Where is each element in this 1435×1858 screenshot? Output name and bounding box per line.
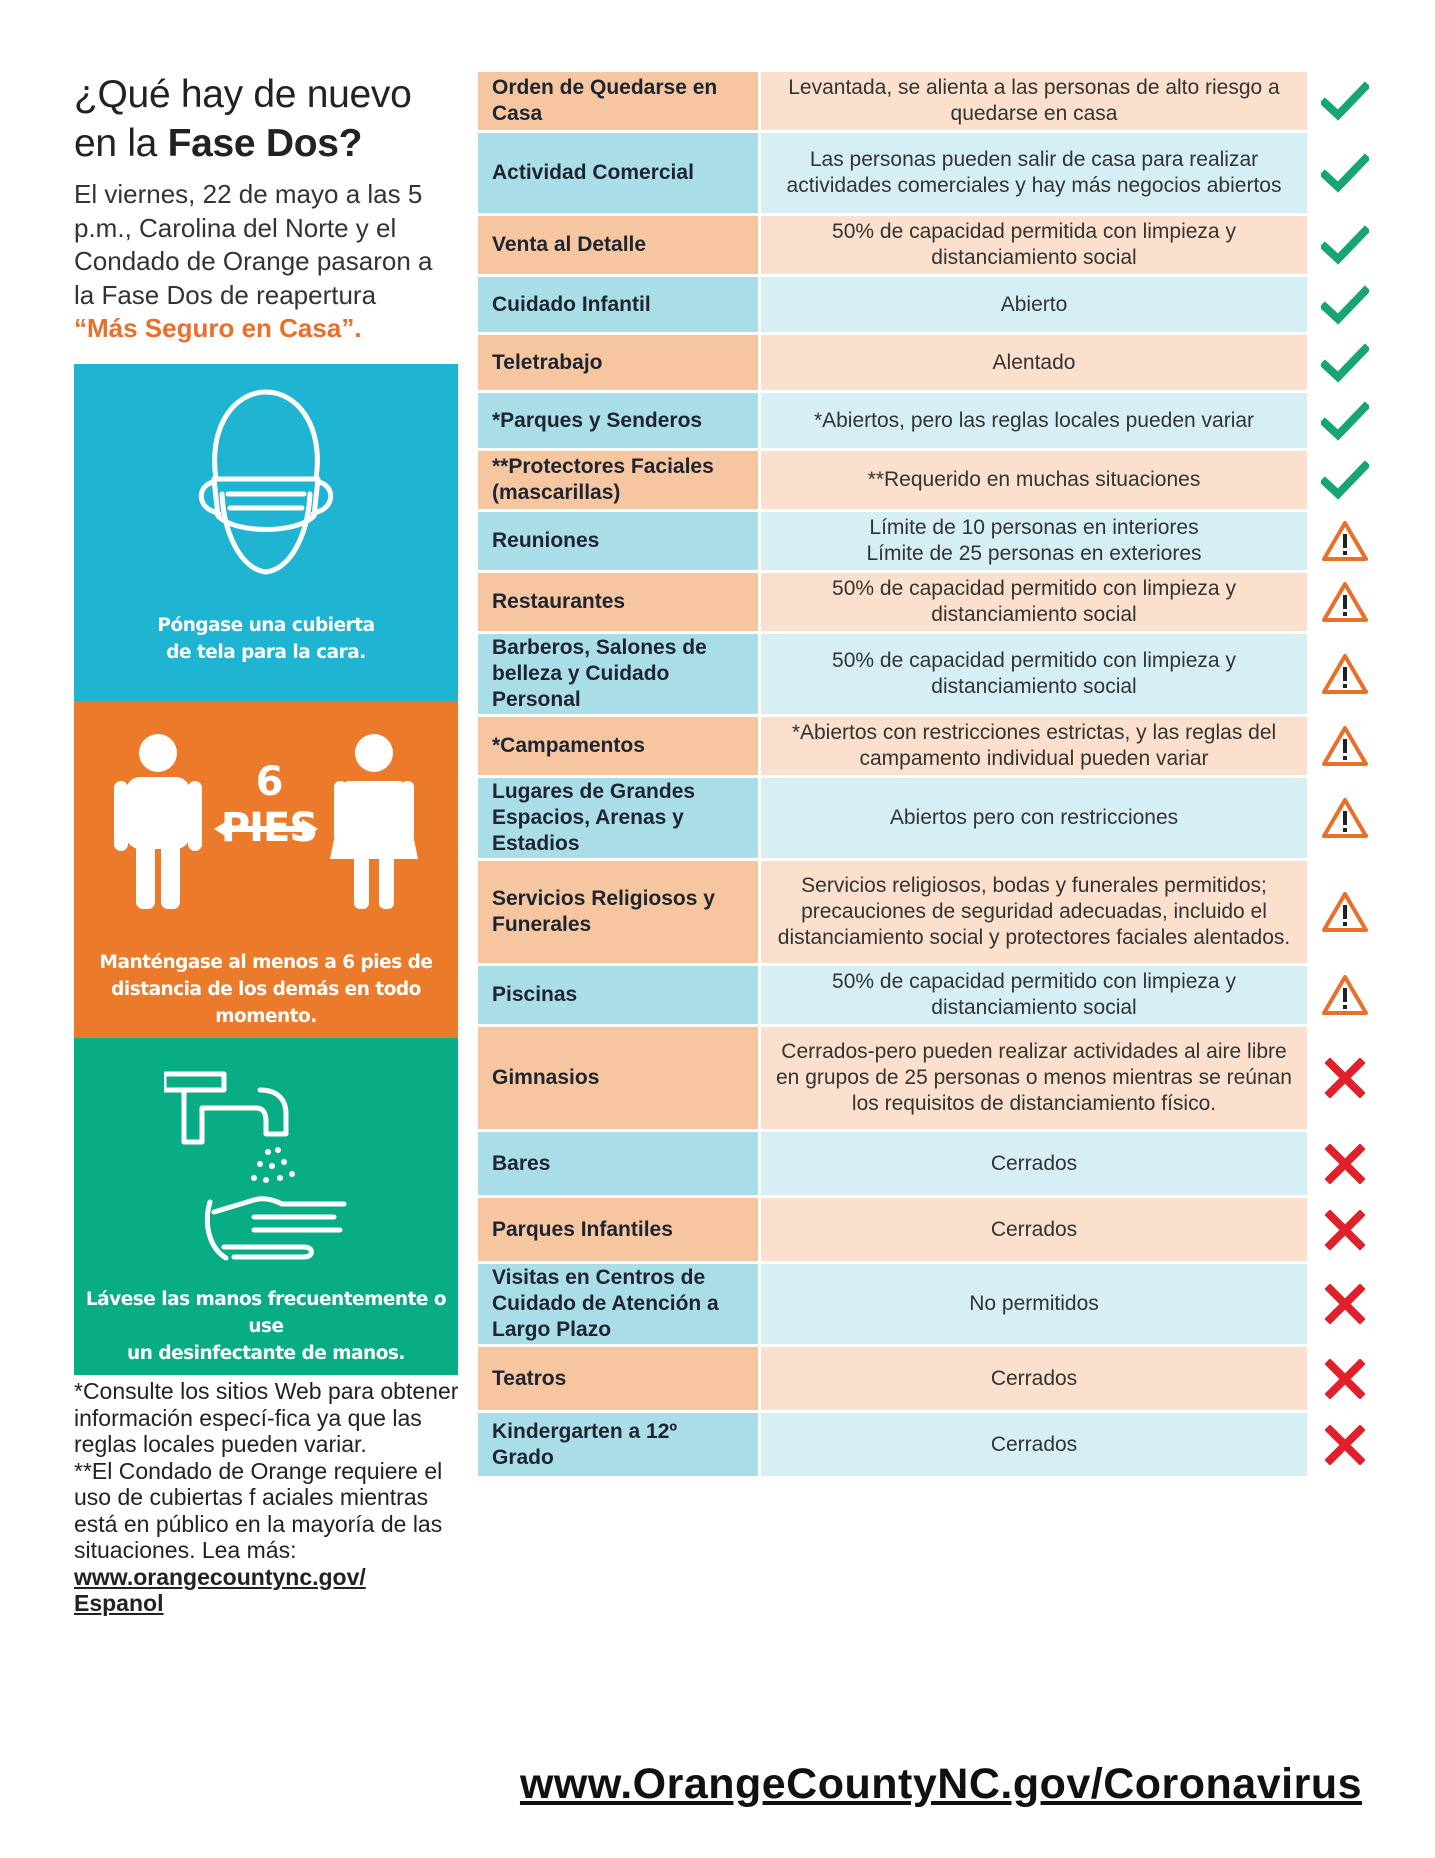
table-row <box>478 1413 1382 1479</box>
wash-caption-line1: Lávese las manos frecuentemente o use <box>85 1289 447 1337</box>
intro-text: El viernes, 22 de mayo a las 5 p.m., Carolina del Norte y el Condado de Orange pasaron a la Fase Dos de reapertura <box>74 179 433 310</box>
distance-panel <box>74 701 458 1038</box>
table-row <box>478 277 1382 335</box>
warning-icon <box>1307 966 1382 1024</box>
detail-cell: Cerrados-pero pueden realizar actividades al aire libre en grupos de 25 personas o menos mientras se reúnan los requisitos de distanciamiento físico. <box>761 1027 1307 1129</box>
footnote-local-rules: *Consulte los sitios Web para obtener información especí-fica ya que las reglas locales pueden variar. <box>74 1378 459 1457</box>
table-row <box>478 1132 1382 1198</box>
activity-cell: Restaurantes <box>478 573 758 631</box>
table-row <box>478 717 1382 778</box>
table-row <box>478 966 1382 1027</box>
activity-cell: *Parques y Senderos <box>478 393 758 448</box>
warning-icon <box>1307 717 1382 775</box>
table-row <box>478 216 1382 277</box>
table-row <box>478 1264 1382 1347</box>
detail-cell: Cerrados <box>761 1132 1307 1195</box>
distance-caption-line1: Manténgase al menos a 6 pies de <box>99 952 433 973</box>
intro-section <box>74 70 458 346</box>
activity-cell: Reuniones <box>478 512 758 570</box>
table-row <box>478 335 1382 393</box>
activity-cell: Kindergarten a 12º Grado <box>478 1413 758 1476</box>
detail-cell: *Abiertos, pero las reglas locales pueden variar <box>761 393 1307 448</box>
activity-cell: Servicios Religiosos y Funerales <box>478 861 758 963</box>
activity-cell: Parques Infantiles <box>478 1198 758 1261</box>
x-mark-icon <box>1307 1264 1382 1344</box>
activity-cell: Lugares de Grandes Espacios, Arenas y Estadios <box>478 778 758 858</box>
activity-cell: *Campamentos <box>478 717 758 775</box>
detail-cell: Levantada, se alienta a las personas de alto riesgo a quedarse en casa <box>761 72 1307 130</box>
detail-cell: Abiertos pero con restricciones <box>761 778 1307 858</box>
x-mark-icon <box>1307 1413 1382 1476</box>
intro-paragraph <box>74 178 458 346</box>
check-icon <box>1307 216 1382 274</box>
x-mark-icon <box>1307 1132 1382 1195</box>
mask-panel <box>74 364 458 701</box>
table-row <box>478 133 1382 216</box>
face-mask-icon <box>186 384 346 584</box>
intro-accent: “Más Seguro en Casa”. <box>74 313 362 343</box>
detail-cell: **Requerido en muchas situaciones <box>761 451 1307 509</box>
wash-panel <box>74 1038 458 1375</box>
detail-cell: 50% de capacidad permitido con limpieza y distanciamiento social <box>761 966 1307 1024</box>
warning-icon <box>1307 861 1382 963</box>
x-mark-icon <box>1307 1347 1382 1410</box>
detail-cell: Límite de 10 personas en interiores Límite de 25 personas en exteriores <box>761 512 1307 570</box>
check-icon <box>1307 277 1382 332</box>
table-row <box>478 512 1382 573</box>
footnotes <box>74 1378 464 1617</box>
table-row <box>478 72 1382 133</box>
activity-cell: Teletrabajo <box>478 335 758 390</box>
distance-caption-line2: distancia de los demás en todo momento. <box>111 979 421 1027</box>
link-line2: Espanol <box>74 1590 164 1616</box>
x-mark-icon <box>1307 1198 1382 1261</box>
page-title <box>74 70 458 168</box>
detail-cell: Cerrados <box>761 1198 1307 1261</box>
detail-cell: No permitidos <box>761 1264 1307 1344</box>
handwash-icon <box>164 1052 364 1272</box>
table-row <box>478 573 1382 634</box>
detail-cell: Alentado <box>761 335 1307 390</box>
table-row <box>478 861 1382 966</box>
safety-panels <box>74 364 458 1375</box>
table-row <box>478 1027 1382 1132</box>
check-icon <box>1307 72 1382 130</box>
activity-cell: Cuidado Infantil <box>478 277 758 332</box>
detail-cell: Servicios religiosos, bodas y funerales permitidos; precauciones de seguridad adecuadas, incluido el distanciamiento social y protectores faciales alentados. <box>761 861 1307 963</box>
detail-cell: Abierto <box>761 277 1307 332</box>
check-icon <box>1307 393 1382 448</box>
detail-cell: 50% de capacidad permitido con limpieza y distanciamiento social <box>761 573 1307 631</box>
detail-cell: 50% de capacidad permitido con limpieza y distanciamiento social <box>761 634 1307 714</box>
check-icon <box>1307 335 1382 390</box>
detail-cell: 50% de capacidad permitida con limpieza y distanciamiento social <box>761 216 1307 274</box>
table-row <box>478 451 1382 512</box>
wash-caption-line2: un desinfectante de manos. <box>127 1343 405 1364</box>
activity-cell: Visitas en Centros de Cuidado de Atención a Largo Plazo <box>478 1264 758 1344</box>
activity-cell: Barberos, Salones de belleza y Cuidado Personal <box>478 634 758 714</box>
warning-icon <box>1307 778 1382 858</box>
activity-cell: Orden de Quedarse en Casa <box>478 72 758 130</box>
detail-cell: *Abiertos con restricciones estrictas, y las reglas del campamento individual pueden variar <box>761 717 1307 775</box>
table-row <box>478 393 1382 451</box>
phase-two-table <box>478 72 1382 1479</box>
detail-cell: Cerrados <box>761 1347 1307 1410</box>
mask-caption-line2: de tela para la cara. <box>166 642 366 663</box>
detail-cell: Las personas pueden salir de casa para realizar actividades comerciales y hay más negocios abiertos <box>761 133 1307 213</box>
footnote-face-covering: **El Condado de Orange requiere el uso de cubiertas f aciales mientras está en público en la mayoría de las situaciones. Lea más: <box>74 1457 443 1563</box>
activity-cell: Venta al Detalle <box>478 216 758 274</box>
detail-cell: Cerrados <box>761 1413 1307 1476</box>
x-mark-icon <box>1307 1027 1382 1129</box>
activity-cell: Bares <box>478 1132 758 1195</box>
activity-cell: **Protectores Faciales (mascarillas) <box>478 451 758 509</box>
coronavirus-url-link[interactable]: www.OrangeCountyNC.gov/Coronavirus <box>519 1760 1362 1808</box>
table-row <box>478 1347 1382 1413</box>
orange-county-spanish-link[interactable] <box>74 1564 464 1617</box>
table-row <box>478 778 1382 861</box>
title-bold: Fase Dos? <box>167 122 363 165</box>
warning-icon <box>1307 634 1382 714</box>
warning-icon <box>1307 512 1382 570</box>
distance-label: 6 PIES <box>220 759 318 851</box>
activity-cell: Piscinas <box>478 966 758 1024</box>
mask-caption-line1: Póngase una cubierta <box>157 615 375 636</box>
warning-icon <box>1307 573 1382 631</box>
table-row <box>478 1198 1382 1264</box>
table-row <box>478 634 1382 717</box>
check-icon <box>1307 451 1382 509</box>
title-text: ¿Qué hay de nuevo en la <box>74 73 412 165</box>
activity-cell: Gimnasios <box>478 1027 758 1129</box>
link-line1: www.orangecountync.gov/ <box>74 1563 366 1590</box>
activity-cell: Teatros <box>478 1347 758 1410</box>
activity-cell: Actividad Comercial <box>478 133 758 213</box>
check-icon <box>1307 133 1382 213</box>
